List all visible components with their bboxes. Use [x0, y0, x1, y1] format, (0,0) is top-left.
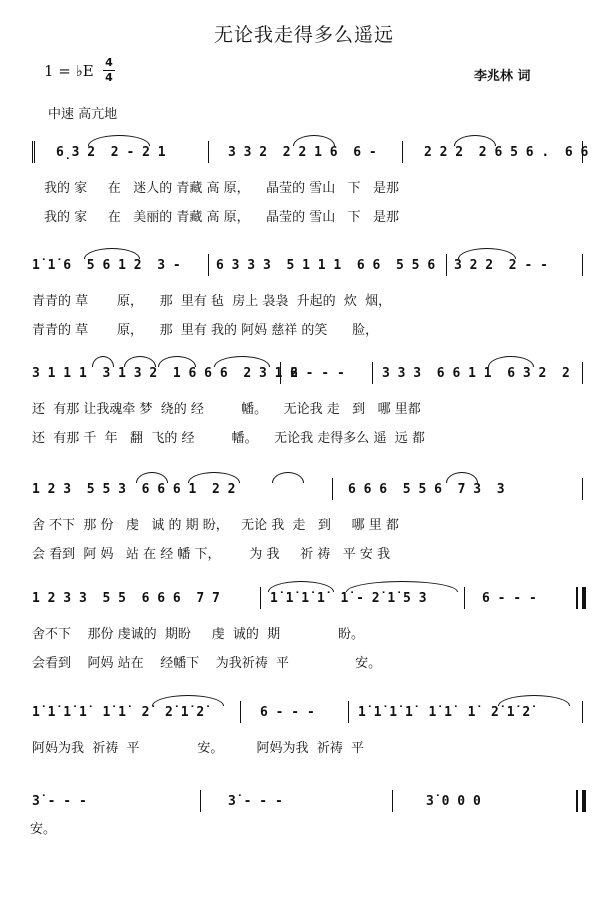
lyric-verse-1: 舍 不下 那 份 虔 诚 的 期 盼， 无论 我 走 到 哪 里 都: [32, 518, 399, 533]
lyric-verse-2: 青青的 草 原， 那 里有 我的 阿妈 慈祥 的笑 脸，: [32, 323, 379, 338]
time-signature: [103, 57, 115, 84]
measure: 3̇ - - -: [32, 794, 87, 809]
lyricist-credit: 李兆林 词: [474, 69, 531, 84]
measure: 1̇ 1̇ 6 5 6 1 2 3 -: [32, 258, 181, 273]
measure: 6 - - -: [290, 366, 345, 381]
tempo-marking: 中速 高亢地: [48, 107, 118, 122]
lyric-verse-1: 我的 家 在 迷人的 青藏 高 原， 晶莹的 雪山 下 是那: [44, 181, 400, 196]
time-signature-top: 4: [105, 56, 113, 69]
song-title: 无论我走得多么遥远: [213, 24, 394, 46]
measure: 6 3 3 3 5 1 1 1 6 6 5 5 6: [216, 258, 436, 273]
lyric-verse-1: 舍不下 那份 虔诚的 期盼 虔 诚的 期 盼。: [32, 627, 364, 642]
measure: 1̇ 1̇ 1̇ 1̇ 1̇ 1̇ 1̇ 2̇ 1̇ 2̇: [358, 705, 531, 720]
measure: 6 - - -: [482, 591, 537, 606]
lyric-verse-1: 阿妈为我 祈祷 平 安。 阿妈为我 祈祷 平: [32, 741, 364, 756]
measure: 6̣3 2 2 - 2 1: [56, 145, 166, 160]
measure: 3 3 3 6 6 1 1 6 3 2 2: [382, 366, 570, 381]
measure: 6 - - -: [260, 705, 315, 720]
lyric-verse-1: 安。: [30, 822, 57, 837]
measure: 1 2 3 3 5 5 6 6 6 7 7: [32, 591, 220, 606]
measure: 3 1 1 1 3 1 3 2 1 6 6 6 2 3 1 2: [32, 366, 299, 381]
lyric-verse-2: 我的 家 在 美丽的 青藏 高 原， 晶莹的 雪山 下 是那: [44, 210, 400, 225]
measure: 1̇ 1̇ 1̇ 1̇ 1̇ - 2̇ 1̇ 5 3: [270, 591, 427, 606]
lyric-verse-2: 会看到 阿妈 站在 经幡下 为我祈祷 平 安。: [32, 656, 382, 671]
measure: 2 2 2 2 6 5 6 . 6 6: [424, 145, 589, 160]
measure: 3 3 2 2 2 1 6 6 -: [228, 145, 377, 160]
measure: 3̇ 0 0 0: [426, 794, 481, 809]
lyric-verse-2: 还 有那 千 年 翻 飞的 经 幡。 无论我 走得多么 遥 远 都: [32, 431, 425, 446]
measure: 1̇ 1̇ 1̇ 1̇ 1̇ 1̇ 2̇ 2̇ 1̇ 2̇: [32, 705, 205, 720]
measure: 6 6 6 5 5 6 7 3 3: [348, 482, 505, 497]
key-signature: 1 = ♭E: [44, 62, 94, 80]
lyric-verse-2: 会 看到 阿 妈 站 在 经 幡 下， 为 我 祈 祷 平 安 我: [32, 547, 390, 562]
lyric-verse-1: 还 有那 让我魂牵 梦 绕的 经 幡。 无论我 走 到 哪 里都: [32, 402, 421, 417]
lyric-verse-1: 青青的 草 原， 那 里有 毡 房上 袅袅 升起的 炊 烟，: [32, 294, 392, 309]
measure: 1 2 3 5 5 3 6 6 6 1 2 2: [32, 482, 236, 497]
measure: 3 2 2 2 - -: [454, 258, 548, 273]
time-signature-bottom: 4: [105, 71, 113, 84]
measure: 3̇ - - -: [228, 794, 283, 809]
